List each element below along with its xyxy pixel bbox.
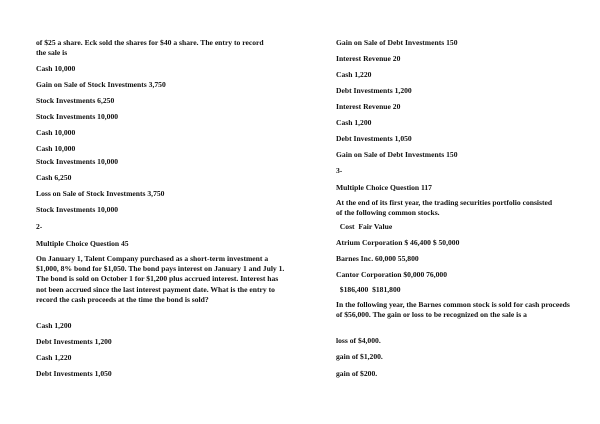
option-line: Debt Investments 1,050	[36, 369, 112, 378]
option-line: Cash 1,220	[36, 353, 72, 362]
question-number: 3-	[336, 166, 343, 175]
question-heading: Multiple Choice Question 45	[36, 239, 129, 248]
option-line: Gain on Sale of Stock Investments 3,750	[36, 80, 166, 89]
option-line: Cash 10,000	[36, 128, 76, 137]
option-line: Debt Investments 1,200	[336, 86, 412, 95]
option-line: Debt Investments 1,200	[36, 337, 112, 346]
answer-option: loss of $4,000.	[336, 336, 381, 345]
option-line: Debt Investments 1,050	[336, 134, 412, 143]
answer-option: gain of $200.	[336, 369, 378, 378]
answer-option: gain of $1,200.	[336, 352, 383, 361]
option-line: Stock Investments 10,000	[36, 205, 119, 214]
option-line: Cash 10,000	[36, 144, 76, 153]
option-line: Gain on Sale of Debt Investments 150	[336, 150, 458, 159]
option-line: Stock Investments 6,250	[36, 96, 115, 105]
option-line: Loss on Sale of Stock Investments 3,750	[36, 189, 165, 198]
option-line: Cash 1,200	[36, 321, 72, 330]
option-line: Gain on Sale of Debt Investments 150	[336, 38, 458, 47]
option-line: Cash 1,200	[336, 118, 372, 127]
question-stem: At the end of its first year, the trading securities portfolio consisted of the following common stocks.	[336, 198, 553, 218]
option-line: Cash 1,220	[336, 70, 372, 79]
question-stem: In the following year, the Barnes common stock is sold for cash proceeds of $56,000. The gain or loss to be recognized on the sale is a	[336, 300, 570, 320]
table-row: Atrium Corporation $ 46,400 $ 50,000	[336, 238, 460, 247]
option-line: Cash 10,000	[36, 64, 76, 73]
option-line: Interest Revenue 20	[336, 54, 401, 63]
table-row: Cantor Corporation $0,000 76,000	[336, 270, 448, 279]
option-line: Stock Investments 10,000	[36, 157, 119, 166]
option-line: Interest Revenue 20	[336, 102, 401, 111]
question-stem-continued: of $25 a share. Eck sold the shares for $40 a share. The entry to record the sale is	[36, 38, 264, 58]
question-number: 2-	[36, 222, 43, 231]
table-header: Cost Fair Value	[336, 222, 393, 231]
option-line: Cash 6,250	[36, 173, 72, 182]
question-stem: On January 1, Talent Company purchased as a short-term investment a $1,000, 8% bond for $1,050. The bond pays interest on January 1 and July 1. The bond is sold on October 1 for $1,200 plus accrued interest. Interest has not been accrued since the last interest payment date. What is the entry to record the cash proceeds at the time the bond is sold?	[36, 254, 285, 304]
option-line: Stock Investments 10,000	[36, 112, 119, 121]
table-total-row: $186,400 $181,800	[336, 285, 401, 294]
question-heading: Multiple Choice Question 117	[336, 183, 432, 192]
table-row: Barnes Inc. 60,000 55,800	[336, 254, 419, 263]
